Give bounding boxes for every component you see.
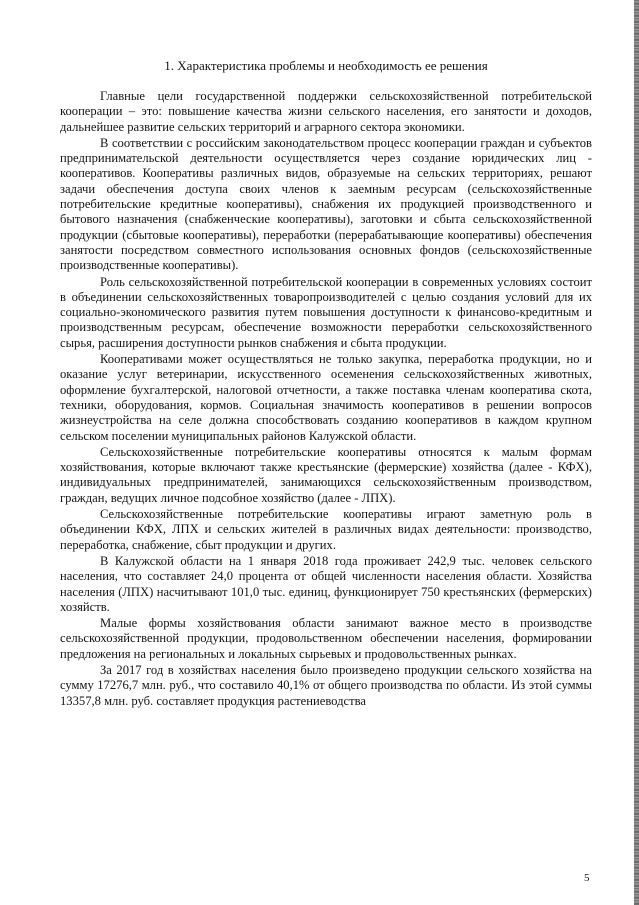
paragraph-cooperatives-role: Сельскохозяйственные потребительские кооперативы играют заметную роль в объединении КФХ, ЛПХ и сельских жителей в различных видах деятельности: производство, переработка, снабжение, сбыт продукции и других. — [60, 507, 592, 552]
paragraph-population: В Калужской области на 1 января 2018 года проживает 242,9 тыс. человек сельского населения, что составляет 24,0 процента от общей численности населения области. Хозяйства населения (ЛПХ) насчитывают 101,0 тыс. единиц, функционирует 750 крестьянских (фермерских) хозяйств. — [60, 553, 592, 614]
paragraph-goals: Главные цели государственной поддержки сельскохозяйственной потребительской кооперации – это: повышение качества жизни сельского населения, его занятости и доходов, дальнейшее развитие сельских территорий и аграрного сектора экономики. — [60, 89, 592, 134]
paragraph-markets: Малые формы хозяйствования области занимают важное место в производстве сельскохозяйственной продукции, продовольственном обеспечении населения, формировании предложения на региональных и локальных сырьевых и продовольственных рынках. — [60, 616, 592, 661]
paragraph-services: Кооперативами может осуществляться не только закупка, переработка продукции, но и оказание услуг ветеринарии, искусственного осеменения сельскохозяйственных животных, оформление бухгалтерской, налоговой отчетности, а также поставка членам кооператива скота, техники, оборудования, кормов. Социальная значимость кооперативов в решении вопросов жизнеустройства на селе должна способствовать созданию кооперативов в каждом крупном сельском поселении муниципальных районов Калужской области. — [60, 352, 592, 443]
document-body — [60, 89, 592, 710]
scan-edge-shadow — [634, 0, 639, 905]
page-number: 5 — [584, 872, 590, 884]
paragraph-production-2017: За 2017 год в хозяйствах населения было произведено продукции сельского хозяйства на сумму 17276,7 млн. руб., что составило 40,1% от общего производства по области. Из этой суммы 13357,8 млн. руб. составляет продукция растениеводства — [60, 662, 592, 708]
paragraph-legislation: В соответствии с российским законодательством процесс кооперации граждан и субъектов предпринимательской деятельности осуществляется через создание юридических лиц - кооперативов. Кооперативы различных видов, образуемые на сельских территориях, решают задачи обеспечения доступа своих членов к заемным ресурсам (сельскохозяйственные потребительские кредитные кооперативы), снабжения их продукцией производственного и бытового назначения (снабженческие кооперативы), заготовки и сбыта сельскохозяйственной продукции (сбытовые кооперативы), переработки (перерабатывающие кооперативы) обеспечения занятости посредством совместного использования основных фондов (сельскохозяйственные производственные кооперативы). — [60, 135, 592, 273]
paragraph-role: Роль сельскохозяйственной потребительской кооперации в современных условиях состоит в объединении сельскохозяйственных товаропроизводителей с целью создания условий для их социально-экономического развития путем повышения доступности к финансово-кредитным и производственным ресурсам, обеспечение возможности переработки сельскохозяйственного сырья, расширения доступности рынков снабжения и сбыта продукции. — [60, 274, 592, 350]
section-heading: 1. Характеристика проблемы и необходимость ее решения — [164, 58, 488, 73]
paragraph-small-forms: Сельскохозяйственные потребительские кооперативы относятся к малым формам хозяйствования, которые включают также крестьянские (фермерские) хозяйства (далее - КФХ), индивидуальных предпринимателей, занимающихся сельскохозяйственным производством, граждан, ведущих личное подсобное хозяйство (далее - ЛПХ). — [60, 444, 592, 505]
